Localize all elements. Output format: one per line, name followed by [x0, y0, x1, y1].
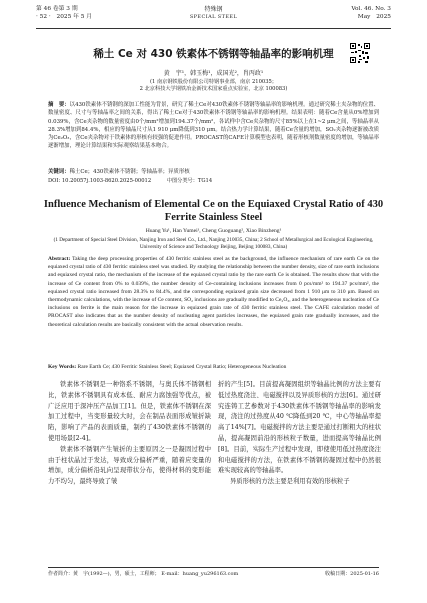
chinese-affiliations	[0, 79, 427, 93]
header-center	[36, 6, 391, 21]
en-keywords-text: Rare Earth Ce; 430 Ferritic Stainless Steel; Equiaxed Crystal Ratio; Heterogeneous Nucleation	[77, 364, 287, 370]
chinese-authors: 黄 宇¹，韩玉梅¹，成国光²，肖丙政¹	[163, 70, 264, 77]
footnote	[48, 567, 379, 578]
abstract-label: 摘 要：	[48, 102, 70, 108]
en-abstract-text: Taking the deep processing properties of 430 ferritic stainless steel as the background, the influence mechanism of rare earth Ce on the equiaxed crystal ratio of 430 ferritic stainless steel was studied. By studying the relationship between the number density, size of rare earth inclusions and equiaxed crystal ratio, the mechanism of the increase of the equiaxed crystal ratio by the rare earth Ce is obtained. The results show that with the increase of Ce content from 0% to 0.039%, the number density of Ce-containing inclusions increases from 0 pcs/mm² to 194.37 pcs/mm², the equiaxed crystal ratio increased from 28.3% to 84.4%, and the corresponding equiaxed grain size decreased from 1 910 μm to 310 μm. Based on thermodynamic calculations, with the increase of Ce content, SO₂ inclusions are gradually modified to Ce₂O₃, and the heterogeneous nucleation of Ce inclusions on ferrite is the main reason for the increase in equiaxed grain rate of 430 ferritic stainless steel. The CAFE calculation model of PROCAST also indicates that as the number density of nucleating agent particles increases, the equiaxed grain rate gradually increases, and the theoretical calculation results are basically consistent with the actual observation results.	[48, 256, 380, 328]
paragraph: 铁素体不锈钢产生皱折的主要原因之一是凝固过程中由于柱状晶过于发达，导致成分偏析严重，随着应变量的增加，成分偏析沿轧向呈现带状分布，使得材料的变形能力不均匀，最终导致了皱	[48, 445, 211, 486]
journal-header	[36, 4, 391, 29]
body-column-right	[218, 380, 381, 488]
chinese-keywords	[48, 168, 379, 176]
paragraph: 折的产生[5]。目前提高凝固组织等轴晶比例的方法主要有低过热度浇注、电磁搅拌以及异质形核的方法[6]。通过研究连铸工艺参数对于430铁素体不锈钢等轴晶率的影响发现，浇注的过热度从40 ℃降低到20 ℃，中心等轴晶率提高了14%[7]。电磁搅拌的方法主要是通过打断粗大的柱状晶，提高凝固前沿的形核粒子数量，进而提高等轴晶比例[8]。目前，实际生产过程中发现，即使使用低过热度浇注和电磁搅拌的方法，在铁素体不锈钢的凝固过程中仍然很难实现较高的等轴晶率。	[218, 381, 381, 475]
qr-code-icon[interactable]	[349, 42, 371, 64]
paragraph: 铁素体不锈钢是一种铬系不锈钢，与奥氏体不锈钢相比，铁素体不锈钢具有成本低、耐应力腐蚀强等优点，被广泛应用于深冲压产品加工[1]。但是，铁素体不锈钢在深加工过程中，当变形量较大时，会在制品表面形成皱折缺陷，影响了产品的表面质量，制约了430铁素体不锈钢的使用场景[2-4]。	[48, 381, 211, 442]
volume-issue: 第 46 卷第 3 期	[36, 6, 78, 12]
doi[interactable]: DOI: 10.20057j.1003-8620.2025-00012	[48, 178, 152, 184]
page-date: · 52 · 2025 年 5 月	[36, 13, 93, 20]
journal-name-en: SPECIAL STEEL	[189, 13, 238, 20]
english-title: Influence Mechanism of Elemental Ce on the Equiaxed Crystal Ratio of 430 Ferrite Stainless Steel	[43, 199, 384, 223]
en-abstract-label: Abstract:	[48, 256, 71, 262]
header-right	[351, 6, 391, 21]
keywords-label: 关键词：	[48, 169, 70, 175]
classification-row	[48, 177, 226, 184]
english-keywords	[48, 363, 379, 371]
volume-en: Vol. 46. No. 3	[351, 6, 391, 12]
author-email[interactable]: E-mail：huang_yu296163.com	[161, 571, 239, 577]
chinese-abstract	[48, 101, 379, 151]
english-affiliations: (1 Department of Special Steel Division, Nanjing Iron and Steel Co., Ltd., Nanjing 210035, China; 2 School of Metallurgical and Ecological Engineering, University of Science and Technology Beijing, Beijing 100083, China)	[53, 237, 374, 250]
journal-name-cn: 特殊钢	[204, 6, 223, 13]
author-info: 作者简介：黄 宇(1992—)，男，硕士，工程师；	[48, 571, 160, 577]
paragraph: 异质形核的方法主要是利用有效的形核粒子	[230, 478, 350, 486]
date-en: May 2025	[357, 13, 391, 20]
english-authors: Huang Yu¹, Han Yumei¹, Cheng Guoguang², Xiao Binzheng¹	[145, 228, 282, 234]
clc-number: 中图分类号：TG14	[166, 178, 213, 184]
english-abstract	[48, 255, 379, 329]
received-date: 收稿日期：2025-01-16	[325, 571, 379, 577]
abstract-text: 以430铁素体不锈钢的深加工性能为背景，研究了稀土Ce对430铁素体不锈钢等轴晶率的影响机理。通过研究稀土夹杂物的位置、数量密度、尺寸与等轴晶率之间的关系，得出了稀土Ce对于430铁素体不锈钢等轴晶率的影响机理。结果表明：随着Ce含量从0%增加到0.039%，含Ce夹杂物的数量密度由0个/mm²增加到194.37个/mm²，各试样中含Ce夹杂物的尺寸85%以上在1~2 μm之间，等轴晶率从28.3%增加到84.4%，相应的等轴晶尺寸从1 910 μm降低到310 μm。结合热力学计算结果，随着Ce含量的增加，SO₂夹杂物逐渐被改质为Ce₂O₃，含Ce夹杂物对于铁素体的形核有较强的促进作用。PROCAST的CAFE计算模型也表明，随着形核剂数量密度的增加，等轴晶率逐渐增加，理论计算结果和实际观察结果基本吻合。	[48, 102, 379, 150]
affiliation-2: 2 北京科技大学钢铁冶金新技术国家重点实验室，北京 100083)	[139, 86, 288, 92]
affiliation-1: (1 南京钢铁股份有限公司特钢事业部，南京 210035；	[150, 79, 277, 85]
keywords-text: 稀土Ce；430铁素体不锈钢；等轴晶率；异质形核	[69, 169, 190, 175]
en-keywords-label: Key Words:	[48, 364, 77, 370]
body-column-left	[48, 380, 211, 488]
chinese-title: 稀土 Ce 对 430 铁素体不锈钢等轴晶率的影响机理	[93, 48, 334, 60]
